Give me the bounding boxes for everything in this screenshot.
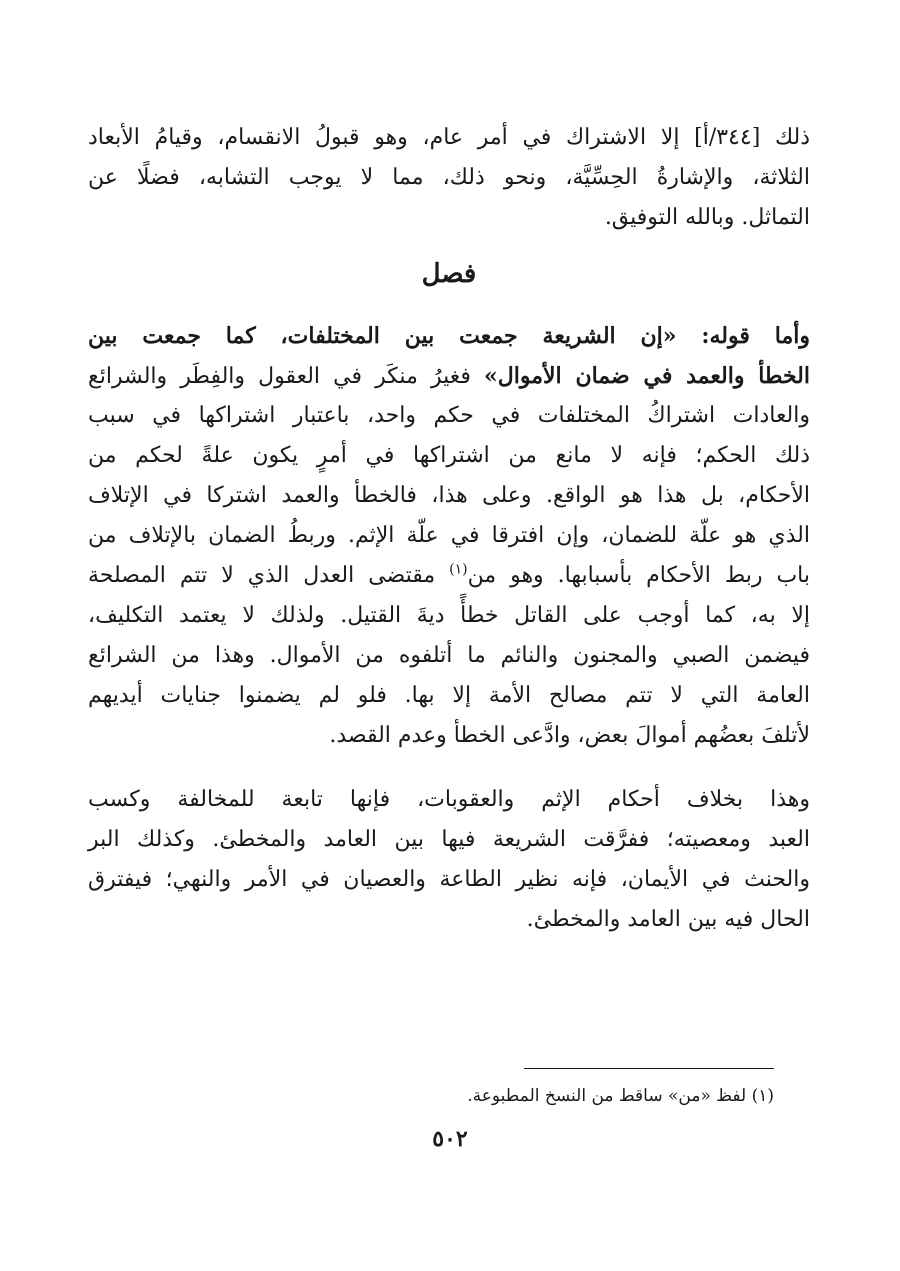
- footnote-number: (١): [751, 1086, 774, 1106]
- text-line: والعادات اشتراكُ المختلفات في حكم واحد، باعتبار اشتراكها في سبب: [88, 403, 810, 428]
- text-line: ذلك [٣٤٤/أ] إلا الاشتراك في أمر عام، وهو قبولُ الانقسام، وقيامُ الأبعاد: [88, 125, 810, 150]
- text-line: الثلاثة، والإشارةُ الحِسِّيَّة، ونحو ذلك، مما لا يوجب التشابه، فضلًا عن: [88, 165, 810, 190]
- text-run: مقتضى العدل الذي لا تتم المصلحة: [88, 563, 450, 588]
- section-heading: فصل: [421, 259, 477, 289]
- text-line: العبد ومعصيته؛ ففرَّقت الشريعة فيها بين العامد والمخطئ. وكذلك البر: [88, 827, 810, 852]
- page-body: [88, 118, 810, 940]
- text-run: فغيرُ منكَر في العقول والفِطَر والشرائع: [88, 364, 484, 389]
- text-run: باب ربط الأحكام بأسبابها. وهو من: [467, 563, 810, 588]
- text-line: التماثل. وبالله التوفيق.: [604, 205, 810, 230]
- intro-paragraph: [88, 118, 810, 238]
- footnote: [467, 1081, 774, 1111]
- text-line: [88, 316, 810, 356]
- text-line: وهذا بخلاف أحكام الإثم والعقوبات، فإنها تابعة للمخالفة وكسب: [88, 787, 810, 812]
- footnote-text: لفظ «من» ساقط من النسخ المطبوعة.: [467, 1086, 747, 1106]
- page-number: ٥٠٢: [432, 1126, 468, 1152]
- text-line: [88, 556, 810, 596]
- text-line: فيضمن الصبي والمجنون والنائم ما أتلفوه من الأموال. وهذا من الشرائع: [88, 643, 810, 668]
- text-line: إلا به، كما أوجب على القاتل خطأً ديةَ القتيل. ولذلك لا يعتمد التكليف،: [88, 603, 810, 628]
- text-line: الأحكام، بل هذا هو الواقع. وعلى هذا، فالخطأ والعمد اشتركا في الإتلاف: [88, 483, 810, 508]
- text-line: الحال فيه بين العامد والمخطئ.: [526, 907, 810, 932]
- second-paragraph: [88, 780, 810, 940]
- text-line: الذي هو علّة للضمان، وإن افترقا في علّة الإثم. وربطُ الضمان بالإتلاف من: [88, 523, 810, 548]
- paragraph-gap: [88, 756, 810, 780]
- text-line: لأتلفَ بعضُهم أموالَ بعض، وادَّعى الخطأ وعدم القصد.: [329, 723, 810, 748]
- text-line: والحنث في الأيمان، فإنه نظير الطاعة والعصيان في الأمر والنهي؛ فيفترق: [88, 867, 810, 892]
- text-line: العامة التي لا تتم مصالح الأمة إلا بها. فلو لم يضمنوا جنايات أيديهم: [88, 683, 810, 708]
- footnote-separator: [524, 1068, 774, 1069]
- footnote-reference[interactable]: (١): [449, 561, 468, 578]
- main-paragraph: [88, 316, 810, 756]
- quoted-claim: وأما قوله: «إن الشريعة جمعت بين المختلفات، كما جمعت بين: [88, 323, 810, 349]
- quoted-claim-end: الخطأ والعمد في ضمان الأموال»: [484, 363, 810, 389]
- text-line: [88, 356, 810, 396]
- text-line: ذلك الحكم؛ فإنه لا مانع من اشتراكها في أمرٍ يكون علةً لحكم من: [88, 443, 810, 468]
